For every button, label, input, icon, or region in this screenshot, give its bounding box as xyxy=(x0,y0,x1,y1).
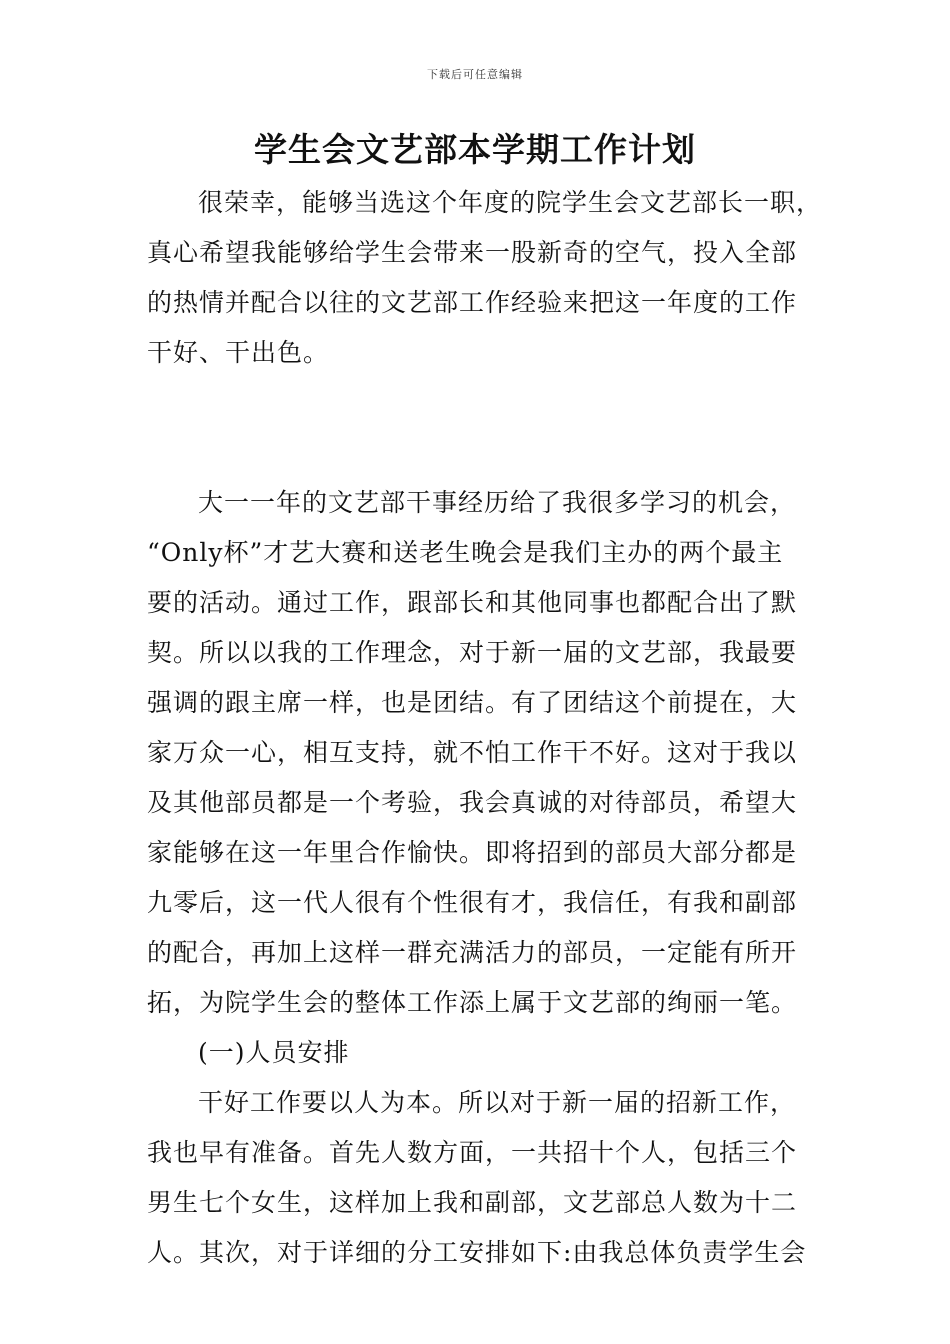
paragraph-line: 拓，为院学生会的整体工作添上属于文艺部的绚丽一笔。 xyxy=(147,988,798,1017)
paragraph-line: 要的活动。通过工作，跟部长和其他同事也都配合出了默 xyxy=(147,588,798,617)
header-note: 下载后可任意编辑 xyxy=(427,68,523,81)
paragraph-line: 真心希望我能够给学生会带来一股新奇的空气，投入全部 xyxy=(147,238,798,267)
paragraph-line: 契。所以以我的工作理念，对于新一届的文艺部，我最要 xyxy=(147,638,798,667)
paragraph-gap xyxy=(147,378,807,428)
paragraph-line: 干好、干出色。 xyxy=(147,338,330,367)
paragraph-line: 男生七个女生，这样加上我和副部，文艺部总人数为十二 xyxy=(147,1188,798,1217)
paragraph-line: 强调的跟主席一样，也是团结。有了团结这个前提在，大 xyxy=(147,688,798,717)
paragraph-line: 人。其次，对于详细的分工安排如下:由我总体负责学生会 xyxy=(147,1238,807,1267)
paragraph-line: “Only杯”才艺大赛和送老生晚会是我们主办的两个最主 xyxy=(147,538,784,567)
paragraph-line: 大一一年的文艺部干事经历给了我很多学习的机会， xyxy=(198,488,797,517)
paragraph-line: 家万众一心，相互支持，就不怕工作干不好。这对于我以 xyxy=(147,738,798,767)
document-body xyxy=(147,178,823,1278)
paragraph-line: 及其他部员都是一个考验，我会真诚的对待部员，希望大 xyxy=(147,788,798,817)
paragraph-line: 干好工作要以人为本。所以对于新一届的招新工作， xyxy=(198,1088,797,1117)
paragraph-line: 九零后，这一代人很有个性很有才，我信任，有我和副部 xyxy=(147,888,798,917)
section-heading: (一)人员安排 xyxy=(198,1038,350,1067)
paragraph-line: 的配合，再加上这样一群充满活力的部员，一定能有所开 xyxy=(147,938,798,967)
paragraph-line: 家能够在这一年里合作愉快。即将招到的部员大部分都是 xyxy=(147,838,798,867)
document-title: 学生会文艺部本学期工作计划 xyxy=(254,130,696,169)
paragraph-line: 的热情并配合以往的文艺部工作经验来把这一年度的工作 xyxy=(147,288,798,317)
paragraph-line: 很荣幸，能够当选这个年度的院学生会文艺部长一职， xyxy=(198,188,823,217)
paragraph-gap xyxy=(147,428,807,478)
paragraph-line: 我也早有准备。首先人数方面，一共招十个人，包括三个 xyxy=(147,1138,798,1167)
